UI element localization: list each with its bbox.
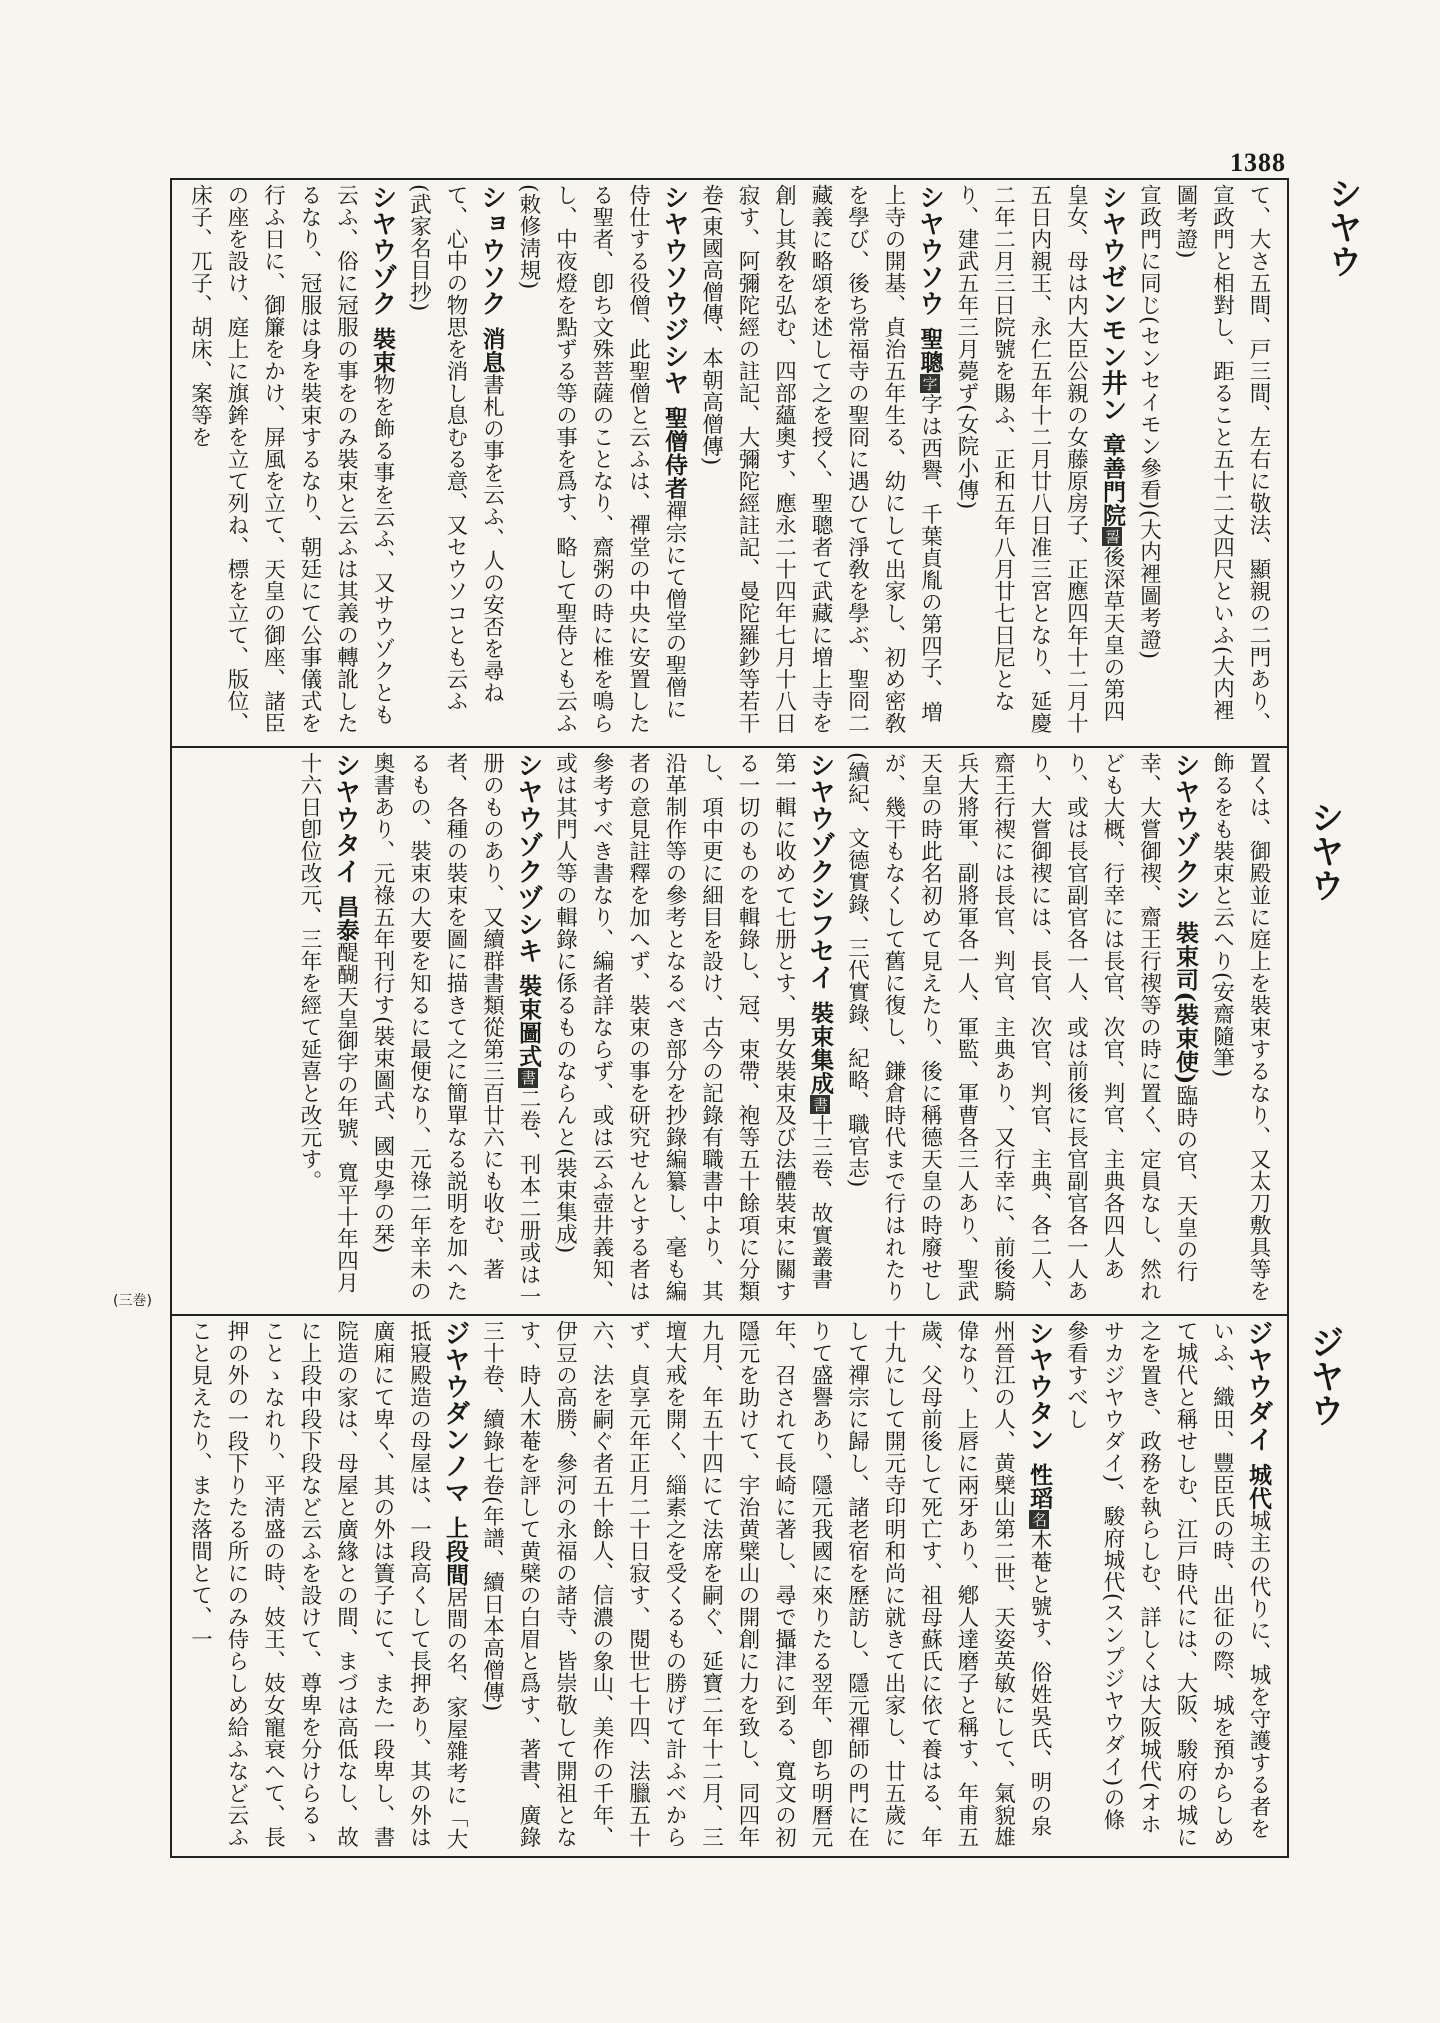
entry-text: 字は西譽、千葉貞胤の第四子、増上寺の開基、貞治五年生る、幼にして出家し、初め密敎を學び、後ち常福寺の聖冏に遇ひて淨敎を學ぶ、聖冏二藏義に略頌を述して之を授く、聖聰者て武藏に増上寺を創し其敎を弘む、四部蘊奧す、應永二十四年七月十八日寂す、阿彌陀經の註記、大彌陀經註記、曼陀羅鈔等若干卷(東國高僧傳、本朝高僧傳): [698, 184, 943, 734]
entry-text: 物を飾る事を云ふ、又サウゾクとも云ふ、俗に冠服の事をのみ裝束と云ふは其義の轉訛したるなり、冠服は身を裝束するなり、朝廷にて公事儀式を行ふ日に、御簾をかけ、屏風を立て、天皇の御座、諸臣の座を設け、庭上に旗鉾を立て列ね、標を立て、版位、床子、兀子、胡床、案等を: [187, 184, 395, 734]
section-label: (三巻): [113, 1293, 152, 1309]
top-section: [180, 184, 1276, 740]
entry-headword: ジヤウダイ: [1243, 1320, 1273, 1453]
entry-kanji: 性瑫: [1026, 1462, 1053, 1510]
bottom-section: [180, 1320, 1276, 1850]
entry-kanji: 章善門院: [1099, 432, 1126, 527]
entry-headword: シヤウゾク: [367, 184, 397, 317]
entry-text: 居間の名、家屋雜考に「大抵寢殿造の母屋は、一段高くして長押あり、其の外は廣廂にて卑く、其の外は簀子にて、また一段卑し、書院造の家は、母屋と廣緣との間、まづは高低なし、故に上段中段下段など云ふを設けて、尊卑を分けらるゝことゝなれり、平淸盛の時、妓王、妓女寵衰へて、長押の外の一段下りたる所にのみ侍らしめ給ふなど云ふこと見えたり、また落間とて、一: [187, 1320, 468, 1850]
entry-headword: シヤウゾクシフセイ: [805, 752, 835, 991]
entry-kanji: 裝束: [369, 326, 396, 374]
dictionary-entry: [1130, 184, 1167, 740]
entry-text: 十三卷、故實叢書第一輯に收めて七册とす、男女裝束及び法體裝束に關する一切のものを輯錄し、冠、束帶、袍等五十餘項に分類し、項中更に細目を設け、古今の記錄有職書中より、其沿革制作等の參考となるべき部分を抄錄編纂し、毫も編者の意見註釋を加へず、裝束の事を研究せんとする者は參考すべき書なり、編者詳ならず、或は云ふ壺井義知、或は其門人等の輯錄に係るものならんと(裝束集成): [552, 752, 833, 1302]
middle-section: [180, 752, 1276, 1308]
entry-headword: シヤウゾクヅシキ: [513, 752, 543, 964]
entry-headword: ジヤウダンノマ: [440, 1320, 470, 1506]
entry-headword: シヤウゾクシ: [1170, 752, 1200, 911]
entry-kanji: 上段間: [442, 1515, 469, 1586]
entry-category-badge: 書: [811, 1096, 829, 1112]
entry-kanji: 聖僧侍者: [661, 406, 688, 500]
entry-headword: シヤウタイ: [330, 752, 361, 885]
dictionary-entry: [1167, 184, 1277, 740]
running-head-top: シヤウ: [1322, 176, 1362, 278]
dictionary-entry: [510, 184, 693, 740]
entry-category-badge: 䛐: [1103, 528, 1121, 544]
dictionary-entry: [291, 752, 364, 1308]
entry-kanji: 昌泰: [332, 894, 360, 942]
entry-text: 禪宗にて僧堂の聖僧に侍仕する役僧、此聖僧と云ふは、禪堂の中央に安置したる聖者、卽ち文殊菩薩のことなり、齋粥の時に椎を鳴らし、中夜燈を點ずる等の事を爲す、略して聖侍とも云ふ(敕修淸規): [516, 184, 687, 734]
running-head-middle: シヤウ: [1304, 800, 1344, 902]
entry-kanji: 消息: [478, 326, 506, 374]
entry-headword: シヤウソウジシヤ: [659, 184, 689, 396]
dictionary-entry: [181, 1320, 473, 1850]
entry-category-badge: 書: [519, 1070, 537, 1086]
dictionary-entry: [473, 1320, 1057, 1850]
entry-text: 書札の事を云ふ、人の安否を尋ねて、心中の物思を消し息むる意、又セウソコとも云ふ(武家名目抄): [406, 184, 505, 712]
entry-text: て、大さ五間、戸三間、左右に敬法、顯親の二門あり、宣政門と相對し、距ること五十二丈四尺といふ(大内裡圖考證): [1173, 184, 1271, 734]
entry-category-badge: 字: [920, 375, 939, 391]
dictionary-entry: [948, 184, 1131, 740]
running-head-bottom: ジヤウ: [1304, 1325, 1344, 1427]
entry-text: 木菴と號す、俗姓吳氏、明の泉州晉江の人、黄檗山第二世、天姿英敏にして、氣貌雄偉なり、上唇に兩牙あり、鄕人達磨子と稱す、年甫五歲、父母前後して死亡す、祖母蘇氏に依て養はる、年十九にして開元寺印明和尚に就きて出家し、廿五歲にして禪宗に歸し、諸老宿を歷訪し、隱元禪師の門に在りて盛譽あり、隱元我國に來りたる翌年、卽ち明曆元年、召されて長崎に著し、尋で攝津に到る、寬文の初隱元を助けて、宇治黄檗山の開創に力を致し、同四年九月、年五十四にて法席を嗣ぐ、延寶二年十二月、三壇大戒を開く、緇素之を受くるもの勝げて計ふべからず、貞享元年正月二十日寂す、閱世七十四、法臘五十六、法を嗣ぐ者五十餘人、信濃の象山、美作の千年、伊豆の高勝、參河の永福の諸寺、皆崇敬して開祖となす、時人木菴を評して黄檗の白眉と爲す、著書、廣錄三十卷、續錄七卷(年譜、續日本高僧傳): [479, 1320, 1052, 1848]
entry-headword: ショウソク: [476, 184, 507, 317]
entry-text: 宣政門に同じ(センセイモン參看)(大内裡圖考證): [1136, 184, 1162, 660]
entry-kanji: 裝束圖式: [515, 974, 542, 1068]
entry-text: 醍醐天皇御宇の年號、寬平十年四月十六日卽位改元、三年を經て延喜と改元す。: [297, 752, 359, 1294]
dictionary-entry: [692, 184, 948, 740]
entry-text: 城主の代りに、城を守護する者をいふ、織田、豐臣氏の時、出征の際、城を預からしめて城代と稱せしむ、江戸時代には、大阪、駿府の城に之を置き、政務を執らしむ、詳しくは大阪城代(オホサカジヤウダイ)、駿府城代(スンプジヤウダイ)の條參看すべし: [1063, 1320, 1271, 1848]
entry-kanji: 城代: [1245, 1462, 1272, 1510]
entry-kanji: 聖聰: [916, 326, 944, 374]
entry-text: 二卷、刊本二册或は一册のものあり、又續群書類從第三百廿六にも收む、著者、各種の裝束を圖に描きて之に簡單なる説明を加へたるもの、裝束の大要を知るに最便なり、元祿二年辛未の奧書あり、元祿五年刊行す(裝束圖式、國史學の栞): [370, 752, 541, 1308]
entry-headword: シヤウソウ: [914, 184, 945, 317]
dictionary-entry: [1203, 752, 1276, 1308]
dictionary-entry: [838, 752, 1203, 1308]
dictionary-entry: [1057, 1320, 1276, 1850]
page-number: 1388: [1230, 148, 1286, 177]
entry-kanji: 裝束集成: [807, 1000, 834, 1095]
dictionary-entry: [546, 752, 838, 1308]
dictionary-entry: [400, 184, 510, 740]
entry-headword: シヤウゼンモン井ン: [1097, 184, 1127, 423]
entry-category-badge: 名: [1030, 1511, 1048, 1527]
dictionary-entry: [181, 184, 400, 740]
entry-kanji: 裝束司(裝束使): [1172, 921, 1199, 1085]
dictionary-entry: [364, 752, 547, 1308]
entry-text: 置くは、御殿並に庭上を裝束するなり、又太刀敷具等を飾るをも裝束と云へり(安齋隨筆): [1209, 752, 1271, 1302]
entry-text: 臨時の官、天皇の行幸、大嘗御禊、齋王行禊等の時に置く、定員なし、然れども大概、行幸には長官、次官、判官、主典各四人あり、或は長官副官各一人、或は前後に長官副官各一人あり、大嘗御禊には、長官、次官、判官、主典、各二人、齋王行禊には長官、判官、主典あり、又行幸に、前後騎兵大將軍、副將軍各一人、軍監、軍曹各三人あり、聖武天皇の時此名初めて見えたり、後に稱德天皇の時廢せしが、幾干もなくして舊に復し、鎌倉時代まで行はれたり(續紀、文德實錄、三代實錄、紀略、職官志): [844, 752, 1198, 1302]
entry-headword: シヤウタン: [1024, 1320, 1054, 1453]
entry-text: 後深草天皇の第四皇女、母は内大臣公親の女藤原房子、正應四年十二月十五日内親王、永仁五年十二月廿八日准三宮となり、延慶二年二月三日院號を賜ふ、正和五年八月廿七日尼となり、建武五年三月薨ず(女院小傳): [954, 184, 1125, 734]
